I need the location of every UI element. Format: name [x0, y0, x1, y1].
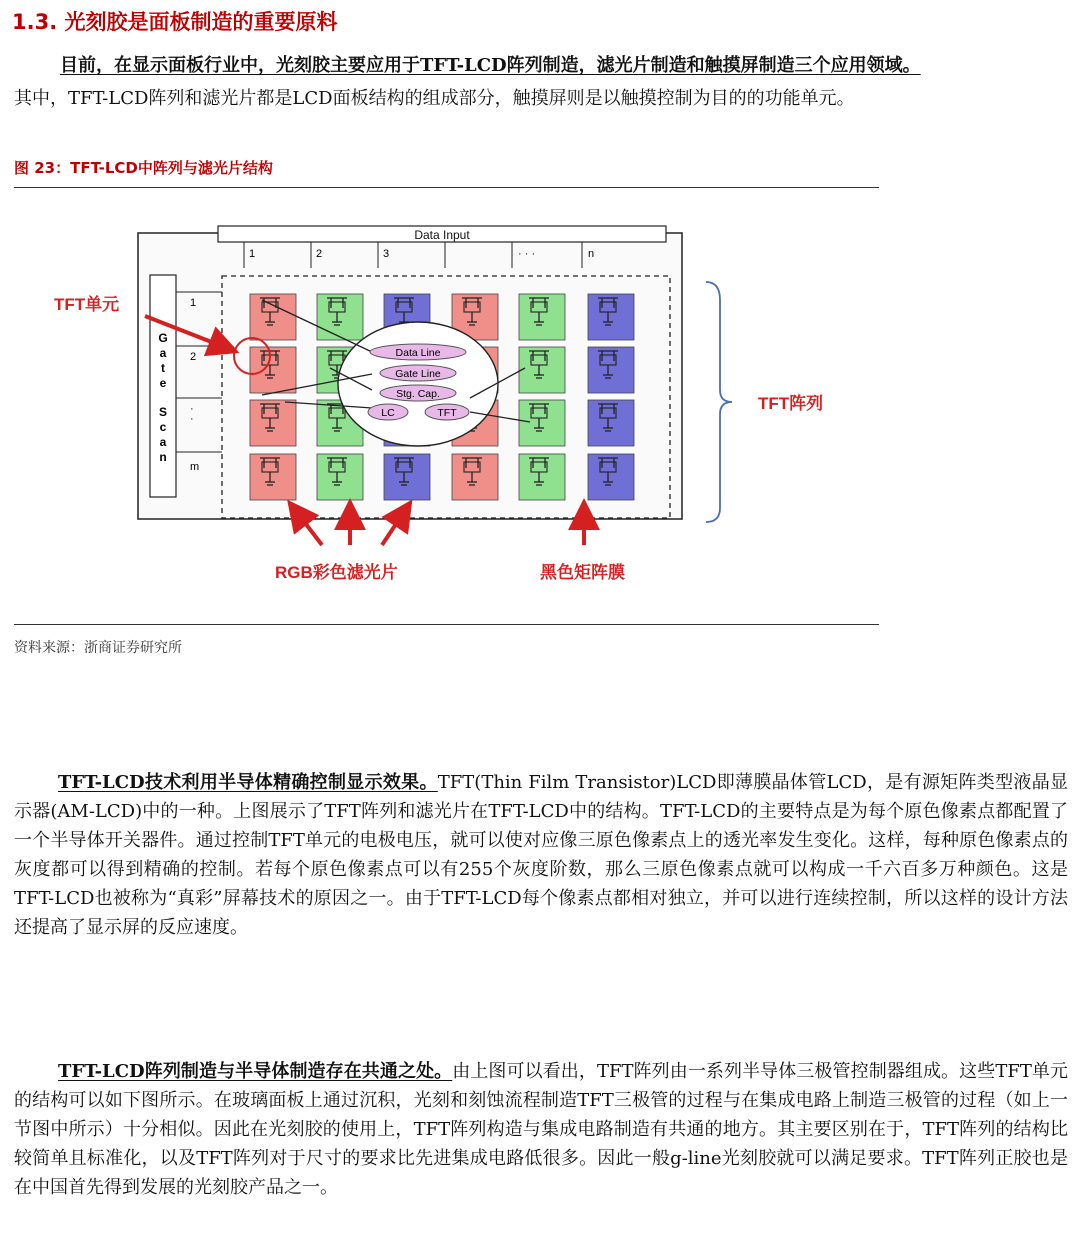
column-label-2: 2: [316, 248, 323, 260]
row-label-dots: ·: [190, 403, 194, 415]
callout-black-matrix: 黑色矩阵膜: [540, 563, 625, 582]
intro-lead: [14, 51, 1068, 80]
callout-tft-unit: TFT单元: [54, 295, 120, 314]
pixel-cell: [588, 347, 634, 393]
pixel-cell: [588, 294, 634, 340]
gate-letter: G: [158, 331, 168, 345]
legend-stg-cap: Stg. Cap.: [396, 388, 440, 400]
scan-letter: a: [159, 435, 167, 449]
section-title: [12, 6, 338, 36]
section-title-text: 光刻胶是面板制造的重要原料: [64, 10, 338, 34]
pixel-cell: [317, 294, 363, 340]
gate-letter: e: [159, 376, 167, 390]
legend-lc: LC: [381, 407, 395, 419]
paragraph-lead: TFT-LCD技术利用半导体精确控制显示效果。: [58, 772, 438, 793]
scan-letter: n: [159, 450, 167, 464]
paragraph-array-manufacturing: [14, 1057, 1068, 1202]
pixel-cell: [452, 454, 498, 500]
row-label-dots: ·: [190, 413, 194, 425]
column-label-3: 3: [383, 248, 390, 260]
tft-array-bracket: [706, 282, 732, 522]
figure-source: 资料来源：浙商证券研究所: [14, 640, 182, 656]
pixel-cell: [588, 454, 634, 500]
intro-body: 其中，TFT-LCD阵列和滤光片都是LCD面板结构的组成部分，触摸屏则是以触摸控制为目的的功能单元。: [14, 88, 855, 109]
paragraph-body: 由上图可以看出，TFT阵列由一系列半导体三极管控制器组成。这些TFT单元的结构可以如下图所示。在玻璃面板上通过沉积，光刻和刻蚀流程制造TFT三极管的过程与在集成电路上制造三极管的过程（如上一节图中所示）十分相似。因此在光刻胶的使用上，TFT阵列构造与集成电路制造有共通的地方。其主要区别在于，TFT阵列的结构比较简单且标准化，以及TFT阵列对于尺寸的要求比先进集成电路低很多。因此一般g-line光刻胶就可以满足要求。TFT阵列正胶也是在中国首先得到发展的光刻胶产品之一。: [14, 1061, 1068, 1198]
callout-tft-array: TFT阵列: [758, 394, 824, 413]
pixel-cell: [519, 454, 565, 500]
pixel-cell: [519, 347, 565, 393]
figure-caption: 图 23：TFT-LCD中阵列与滤光片结构: [14, 159, 273, 177]
paragraph-body: TFT(Thin Film Transistor)LCD即薄膜晶体管LCD，是有源矩阵类型液晶显示器(AM-LCD)中的一种。上图展示了TFT阵列和滤光片在TFT-LCD中的结构。TFT-LCD的主要特点是为每个原色像素点都配置了一个半导体开关器件。通过控制TFT单元的电极电压，就可以使对应像三原色像素点上的透光率发生变化。这样，每种原色像素点的灰度都可以得到精确的控制。若每个原色像素点可以有255个灰度阶数，那么三原色像素点就可以构成一千六百多万种颜色。这是TFT-LCD也被称为“真彩”屏幕技术的原因之一。由于TFT-LCD每个像素点都相对独立，并可以进行连续控制，所以这样的设计方法还提高了显示屏的反应速度。: [14, 772, 1068, 938]
pixel-cell: [519, 400, 565, 446]
intro-lead-text: 目前，在显示面板行业中，光刻胶主要应用于TFT-LCD阵列制造，滤光片制造和触摸屏制造三个应用领域。: [60, 55, 921, 76]
figure-top-rule: [14, 187, 879, 188]
row-label-2: 2: [190, 351, 197, 363]
column-label-dots: · · ·: [518, 248, 536, 260]
gate-letter: a: [159, 346, 167, 360]
figure-bottom-rule: [14, 624, 879, 625]
legend-data-line: Data Line: [395, 347, 441, 359]
column-label-n: n: [588, 248, 595, 260]
row-label-m: m: [190, 461, 200, 473]
pixel-cell: [250, 294, 296, 340]
legend-gate-line: Gate Line: [395, 368, 441, 380]
column-label-1: 1: [249, 248, 256, 260]
tft-array-diagram: [0, 190, 1080, 620]
pixel-cell: [250, 400, 296, 446]
pixel-cell: [588, 400, 634, 446]
paragraph-lead: TFT-LCD阵列制造与半导体制造存在共通之处。: [58, 1061, 453, 1082]
paragraph-tft-lcd-tech: [14, 768, 1068, 942]
legend-ellipse: [338, 322, 498, 446]
scan-letter: c: [159, 420, 167, 434]
callout-rgb-filter: RGB彩色滤光片: [275, 563, 398, 582]
scan-letter: S: [158, 405, 168, 419]
pixel-cell: [384, 454, 430, 500]
pixel-cell: [317, 454, 363, 500]
section-number: 1.3.: [12, 10, 58, 34]
legend-tft: TFT: [437, 407, 457, 419]
gate-letter: t: [161, 361, 165, 375]
row-label-1: 1: [190, 297, 197, 309]
pixel-cell: [250, 347, 296, 393]
data-input-label: Data Input: [414, 228, 470, 242]
pixel-cell: [519, 294, 565, 340]
pixel-cell: [250, 454, 296, 500]
